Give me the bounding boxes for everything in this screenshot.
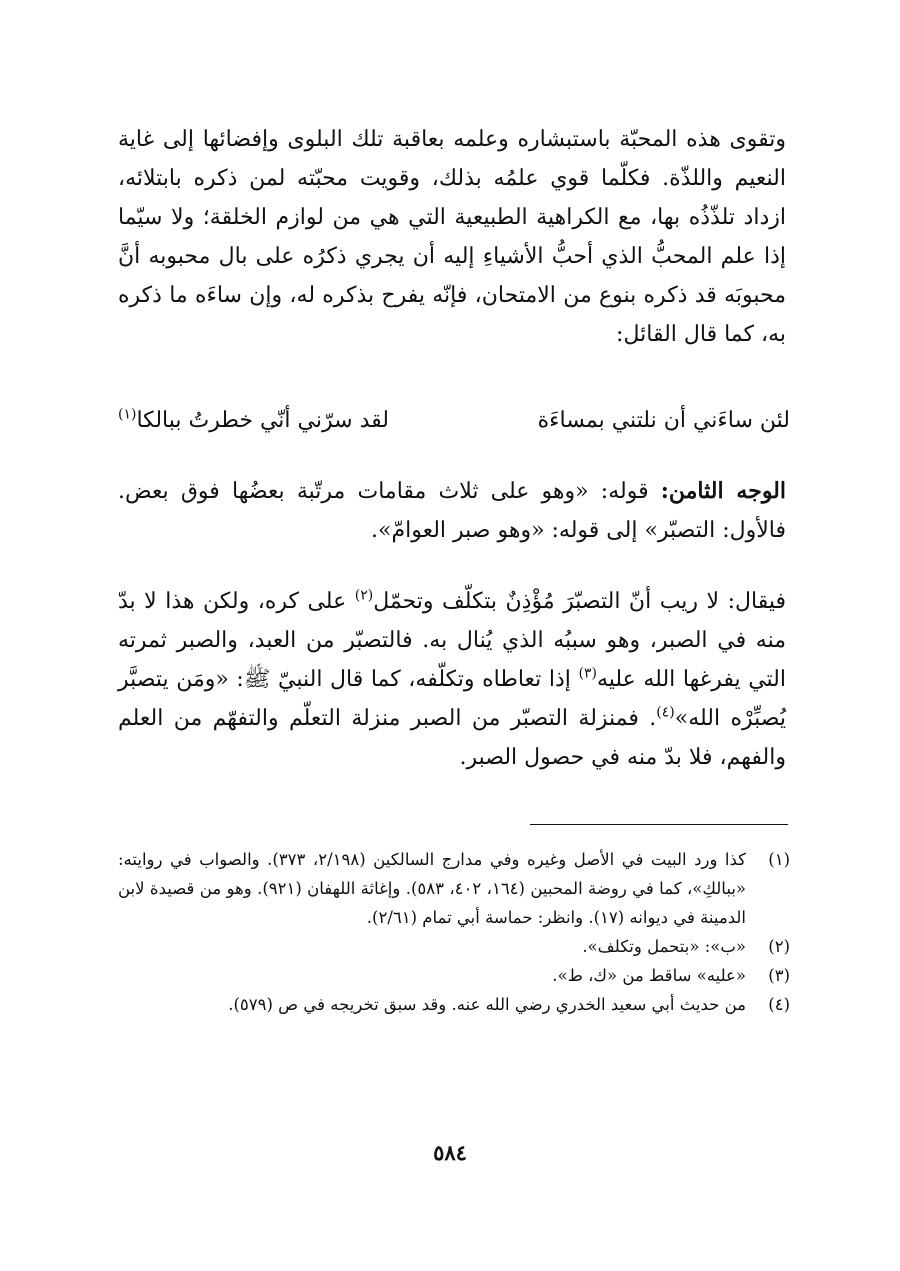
footnote-text: كذا ورد البيت في الأصل وغيره وفي مدارج السالكين (٢/١٩٨، ٣٧٣). والصواب في روايته: «ببالكِ»، كما في روضة المحبين (١٦٤، ٤٠٢، ٥٨٣). وإغاثة اللهفان (٩٢١). وهو من قصيدة لابن الدمينة في ديوانه (١٧). وانظر: حماسة أبي تمام (٢/٦١). (118, 850, 747, 927)
verse-first-hemistich: لئن ساءَني أن نلتني بمساءَة (537, 408, 790, 433)
paragraph-1: وتقوى هذه المحبّة باستبشاره وعلمه بعاقبة تلك البلوى وإفضائها إلى غاية النعيم واللذّة. فكلّما قوي علمُه بذلك، وقويت محبّته لمن ذكره بابتلائه، ازداد تلذّذُه بها، مع الكراهية الطبيعية التي هي من لوازم الخلقة؛ ولا سيّما إذا علم المحبُّ الذي أحبُّ الأشياءِ إليه أن يجري ذكرُه على بال محبوبه أنَّ محبوبَه قد ذكره بنوع من الامتحان، فإنّه يفرح بذكره له، وإن ساءَه ما ذكره به، كما قال القائل: (118, 127, 786, 347)
footnote-ref-2: (٢) (354, 587, 374, 604)
footnote-4 (118, 990, 790, 1019)
footnote-number: (٣) (768, 966, 790, 985)
footnote-text: «عليه» ساقط من «ك، ط». (552, 966, 746, 985)
paragraph-2-text: قوله: «وهو على ثلاث مقامات مرتّبة بعضُها فوق بعض. فالأول: التصبّر» إلى قوله: «وهو صبر العوامّ». (118, 479, 786, 543)
paragraph-3-part-4: . فمنزلة التصبّر من الصبر منزلة التعلّم والتفهّم من العلم والفهم، فلا بدّ منه في حصول الصبر. (118, 706, 786, 770)
footnote-2 (118, 932, 790, 961)
paragraph-2 (118, 472, 786, 550)
footnote-number: (١) (768, 850, 790, 869)
footnotes (118, 845, 790, 1019)
paragraph-3-part-3: إذا تعاطاه وتكلّفه، كما قال النبيّ ﷺ: «ومَن يتصبَّر يُصبِّرْه الله» (118, 667, 786, 731)
verse-second-hemistich-text: لقد سرّني أنّي خطرتُ ببالكا (136, 408, 389, 433)
footnote-1 (118, 845, 790, 932)
paragraph-3-part-1: فيقال: لا ريب أنّ التصبّرَ مُؤْذِنٌ بتكلّف وتحمّل (373, 589, 786, 614)
footnote-ref-3: (٣) (578, 665, 597, 682)
footnote-number: (٢) (768, 937, 790, 956)
footnote-3 (118, 961, 790, 990)
footnote-text: «ب»: «بتحمل وتكلف». (582, 937, 746, 956)
footnote-separator (530, 824, 788, 825)
poetry-verse (118, 399, 790, 443)
section-lead-heading: الوجه الثامن: (660, 478, 786, 504)
verse-second-hemistich (118, 399, 389, 443)
page-number: ٥٨٤ (433, 1140, 467, 1165)
footnote-ref-1: (١) (118, 406, 137, 423)
paragraph-3 (118, 582, 786, 777)
footnote-number: (٤) (768, 995, 790, 1014)
footnote-text: من حديث أبي سعيد الخدري رضي الله عنه. وقد سبق تخريجه في ص (٥٧٩). (228, 995, 746, 1014)
paragraph-3-part-2: على كره، ولكن هذا لا بدّ منه في الصبر، وهو سببُه الذي يُنال به. فالتصبّر من العبد، والصبر ثمرته التي يفرغها الله عليه (118, 589, 786, 692)
footnote-ref-4: (٤) (656, 704, 675, 721)
